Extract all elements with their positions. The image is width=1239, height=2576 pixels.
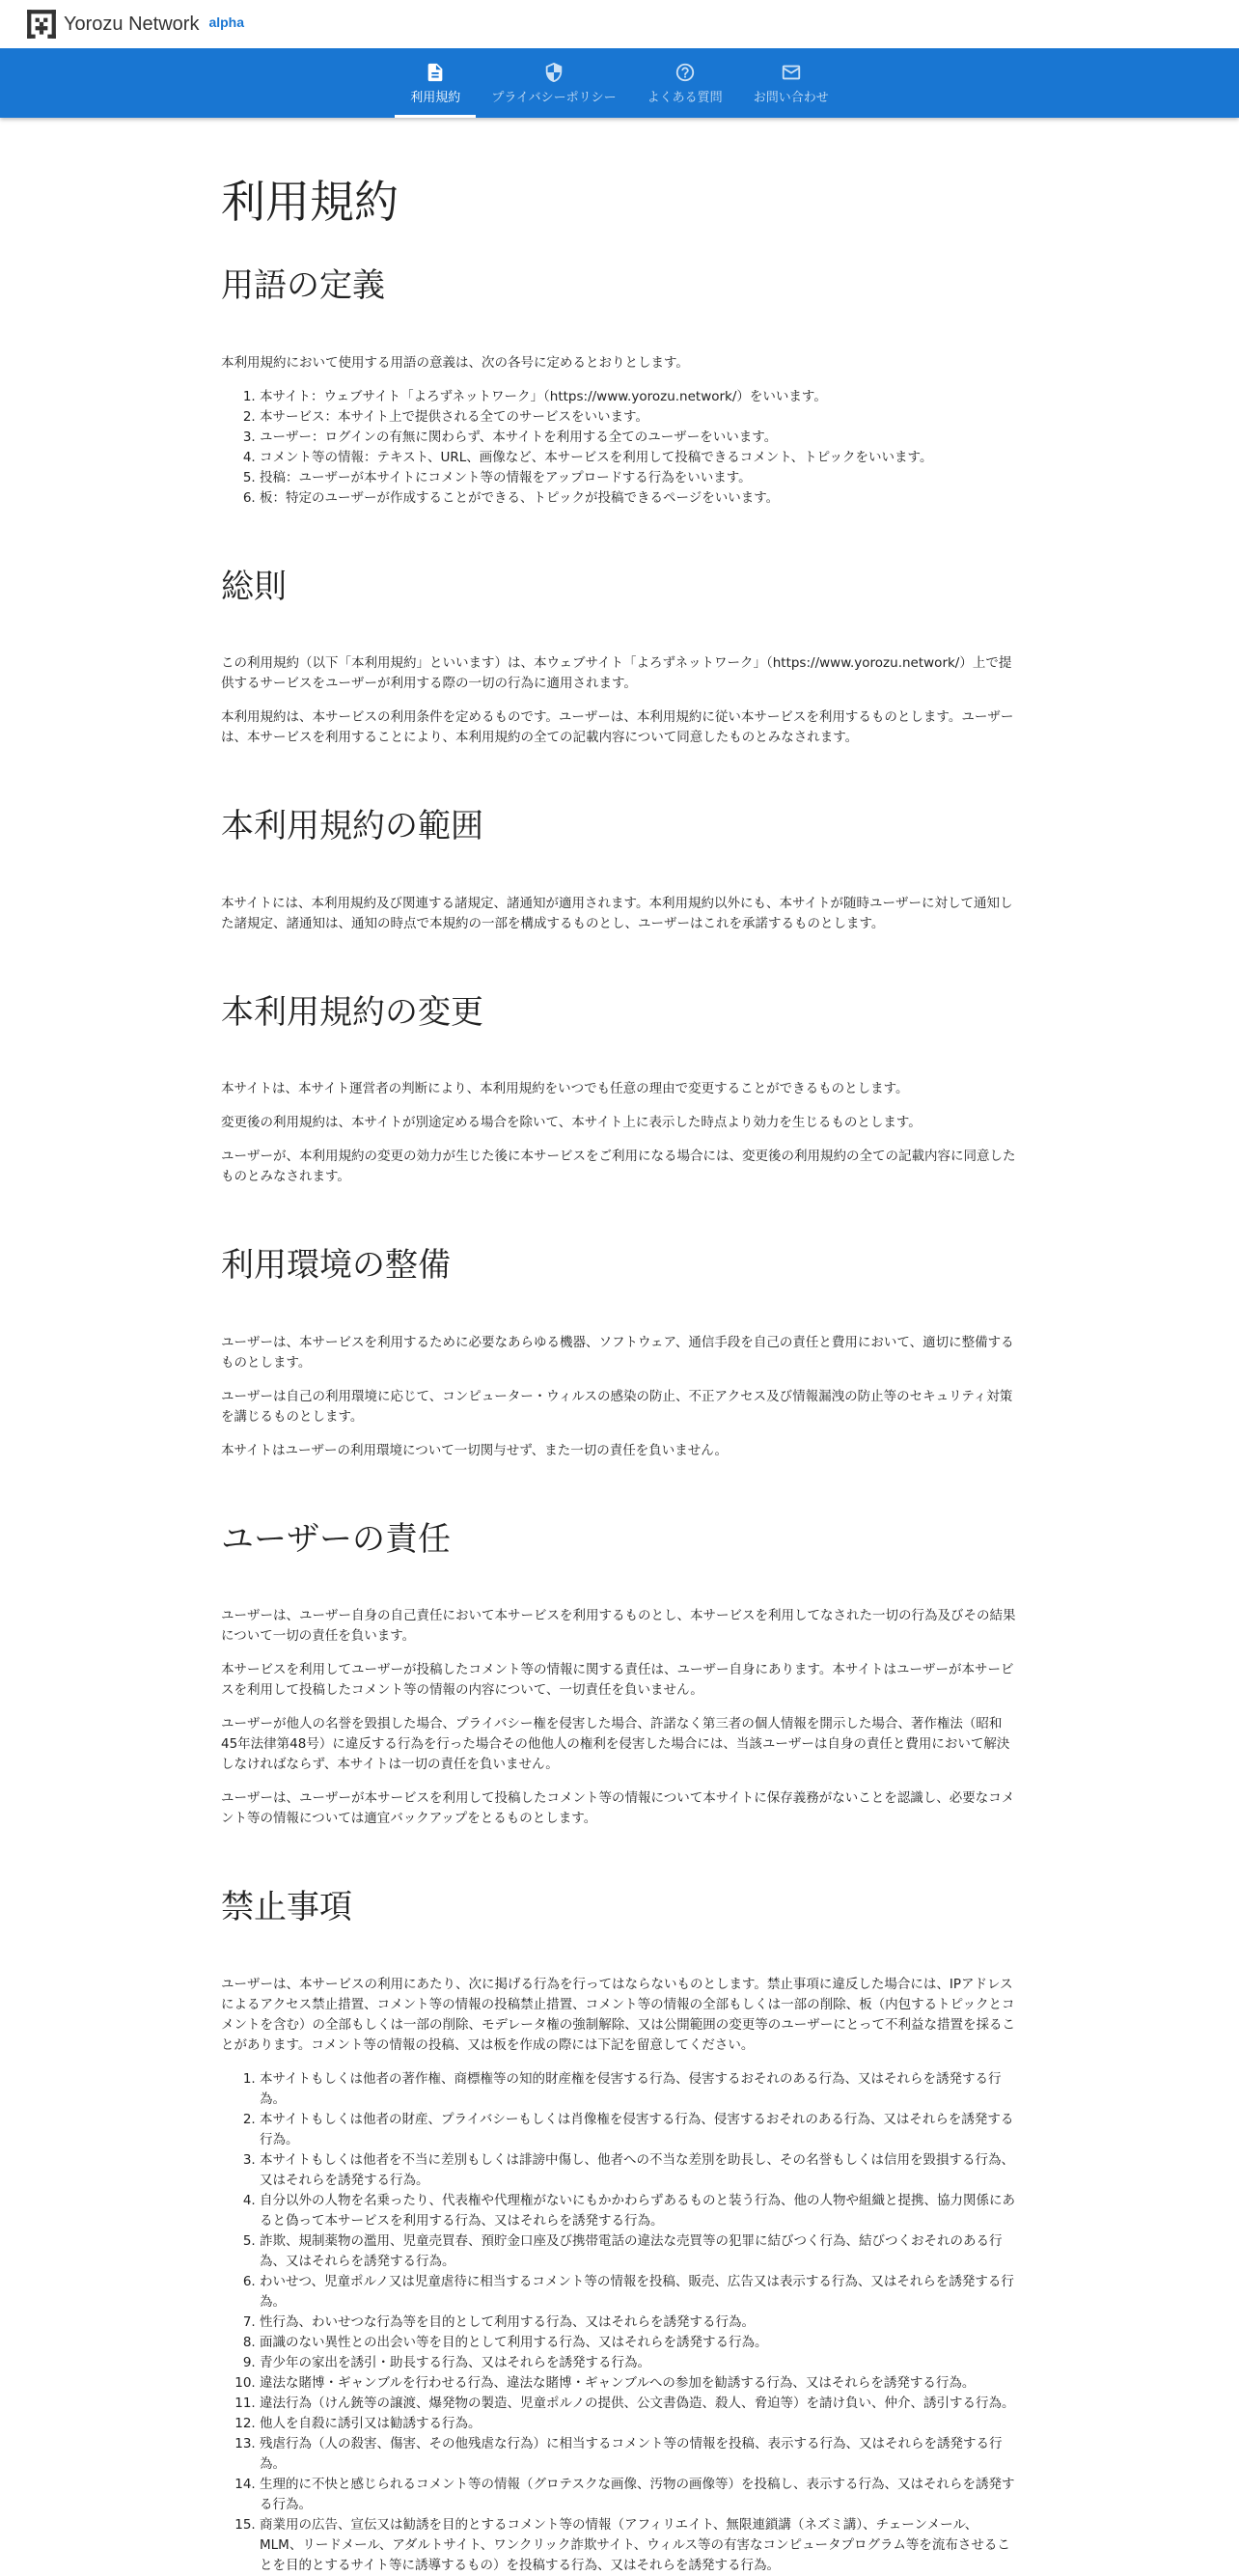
paragraph: 本サイトには、本利用規約及び関連する諸規定、諸通知が適用されます。本利用規約以外にも、本サイトが随時ユーザーに対して通知した諸規定、諸通知は、通知の時点で本規約の一部を構成するものとし、ユーザーはこれを承諾するものとします。 <box>221 895 1013 931</box>
tab-terms[interactable] <box>395 48 476 118</box>
page-title: 利用規約 <box>221 176 399 228</box>
section-heading: 本利用規約の変更 <box>221 992 483 1032</box>
list-item: 13. 残虐行為（人の殺害、傷害、その他残虐な行為）に相当するコメント等の情報を投稿、表示する行為、又はそれらを誘発する行為。 <box>260 2434 1018 2475</box>
list-item: 1. 本サイト：ウェブサイト「よろずネットワーク」（https://www.yorozu.network/）をいいます。 <box>260 387 1018 407</box>
section-heading: 用語の定義 <box>221 266 385 306</box>
list-item: 6. 板：特定のユーザーが作成することができる、トピックが投稿できるページをいいます。 <box>260 488 1018 509</box>
terms-content <box>221 118 1018 2576</box>
section-definitions <box>221 265 1018 509</box>
list-item: 6. わいせつ、児童ポルノ又は児童虐待に相当するコメント等の情報を投稿、販売、広告又は表示する行為、又はそれらを誘発する行為。 <box>260 2272 1018 2313</box>
tab-terms-label: 利用規約 <box>410 90 461 105</box>
paragraph: この利用規約（以下「本利用規約」といいます）は、本ウェブサイト「よろずネットワーク」（https://www.yorozu.network/）上で提供するサービスをユーザーが利用する際の一切の行為に適用されます。 <box>221 655 1012 692</box>
list-item: 1. 本サイトもしくは他者の著作権、商標権等の知的財産権を侵害する行為、侵害するおそれのある行為、又はそれらを誘発する行為。 <box>260 2069 1018 2110</box>
list-item: 4. コメント等の情報：テキスト、URL、画像など、本サービスを利用して投稿できるコメント、トピックをいいます。 <box>260 448 1018 468</box>
paragraph: ユーザーは、本サービスを利用するために必要なあらゆる機器、ソフトウェア、通信手段を自己の責任と費用において、適切に整備するものとします。 <box>221 1334 1014 1371</box>
prohibited-list <box>221 2069 1018 2576</box>
paragraph: ユーザーは自己の利用環境に応じて、コンピューター・ウィルスの感染の防止、不正アクセス及び情報漏洩の防止等のセキュリティ対策を講じるものとします。 <box>221 1388 1013 1425</box>
list-item: 15. 商業用の広告、宣伝又は勧誘を目的とするコメント等の情報（アフィリエイト、無限連鎖講（ネズミ講）、チェーンメール、MLM、リードメール、アダルトサイト、ワンクリック詐欺サイト、ウィルス等の有害なコンピュータプログラム等を流布させることを目的とするサイト等に誘導するもの）を投稿する行為、又はそれらを誘発する行為。 <box>260 2515 1018 2576</box>
list-item: 5. 投稿：ユーザーが本サイトにコメント等の情報をアップロードする行為をいいます。 <box>260 468 1018 488</box>
paragraph: ユーザーが、本利用規約の変更の効力が生じた後に本サービスをご利用になる場合には、変更後の利用規約の全ての記載内容に同意したものとみなされます。 <box>221 1149 1016 1185</box>
list-item: 2. 本サイトもしくは他者の財産、プライバシーもしくは肖像権を侵害する行為、侵害するおそれのある行為、又はそれらを誘発する行為。 <box>260 2110 1018 2150</box>
paragraph: 本サイトはユーザーの利用環境について一切関与せず、また一切の責任を負いません。 <box>221 1442 729 1458</box>
paragraph: 本利用規約において使用する用語の意義は、次の各号に定めるとおりとします。 <box>221 354 689 371</box>
paragraph: 本サイトは、本サイト運営者の判断により、本利用規約をいつでも任意の理由で変更することができるものとします。 <box>221 1081 909 1097</box>
list-item: 7. 性行為、わいせつな行為等を目的として利用する行為、又はそれらを誘発する行為。 <box>260 2313 1018 2333</box>
paragraph: 本サービスを利用してユーザーが投稿したコメント等の情報に関する責任は、ユーザー自身にあります。本サイトはユーザーが本サービスを利用して投稿したコメント等の情報の内容について、一切責任を負いません。 <box>221 1662 1014 1699</box>
alpha-badge: alpha <box>208 14 245 30</box>
paragraph: ユーザーは、ユーザーが本サービスを利用して投稿したコメント等の情報について本サイトに保存義務がないことを認識し、必要なコメント等の情報については適宜バックアップをとるものとします。 <box>221 1790 1015 1827</box>
help-circle-icon <box>675 62 696 83</box>
tab-contact-label: お問い合わせ <box>753 90 829 105</box>
section-heading: 禁止事項 <box>221 1888 352 1927</box>
definitions-list <box>221 387 1018 509</box>
brand-name[interactable]: Yorozu Network <box>64 13 200 35</box>
document-icon <box>425 62 446 83</box>
section-user-responsibility <box>221 1519 1018 1830</box>
paragraph: 本利用規約は、本サービスの利用条件を定めるものです。ユーザーは、本利用規約に従い本サービスを利用するものとします。ユーザーは、本サービスを利用することにより、本利用規約の全ての記載内容について同意したものとみなされます。 <box>221 709 1014 746</box>
paragraph: ユーザーは、ユーザー自身の自己責任において本サービスを利用するものとし、本サービスを利用してなされた一切の行為及びその結果について一切の責任を負います。 <box>221 1608 1016 1645</box>
tab-privacy-label: プライバシーポリシー <box>491 90 617 105</box>
list-item: 9. 青少年の家出を誘引・助長する行為、又はそれらを誘発する行為。 <box>260 2353 1018 2373</box>
section-scope <box>221 806 1018 934</box>
list-item: 3. 本サイトもしくは他者を不当に差別もしくは誹謗中傷し、他者への不当な差別を助長し、その名誉もしくは信用を毀損する行為、又はそれらを誘発する行為。 <box>260 2150 1018 2191</box>
section-prohibited <box>221 1887 1018 2576</box>
top-bar <box>0 0 1239 48</box>
tab-faq[interactable] <box>632 48 738 118</box>
section-heading: 総則 <box>221 567 287 606</box>
tab-contact[interactable] <box>738 48 844 118</box>
paragraph: ユーザーが他人の名誉を毀損した場合、プライバシー権を侵害した場合、許諾なく第三者の個人情報を開示した場合、著作権法（昭和45年法律第48号）に違反する行為を行った場合その他他人の権利を侵害した場合には、当該ユーザーは自身の責任と費用において解決しなければならず、本サイトは一切の責任を負いません。 <box>221 1716 1010 1773</box>
shield-icon <box>543 62 564 83</box>
mail-icon <box>781 62 802 83</box>
list-item: 12. 他人を自殺に誘引又は勧誘する行為。 <box>260 2414 1018 2434</box>
list-item: 3. ユーザー：ログインの有無に関わらず、本サイトを利用する全てのユーザーをいいます。 <box>260 428 1018 448</box>
list-item: 5. 詐欺、規制薬物の濫用、児童売買春、預貯金口座及び携帯電話の違法な売買等の犯罪に結びつく行為、結びつくおそれのある行為、又はそれらを誘発する行為。 <box>260 2231 1018 2272</box>
list-item: 14. 生理的に不快と感じられるコメント等の情報（グロテスクな画像、汚物の画像等）を投稿し、表示する行為、又はそれらを誘発する行為。 <box>260 2475 1018 2515</box>
list-item: 2. 本サービス：本サイト上で提供される全てのサービスをいいます。 <box>260 407 1018 428</box>
section-changes <box>221 992 1018 1188</box>
tab-privacy[interactable] <box>476 48 631 118</box>
section-heading: 利用環境の整備 <box>221 1246 451 1286</box>
section-general <box>221 567 1018 749</box>
list-item: 4. 自分以外の人物を名乗ったり、代表権や代理権がないにもかかわらずあるものと装う行為、他の人物や組織と提携、協力関係にあると偽って本サービスを利用する行為、又はそれらを誘発する行為。 <box>260 2191 1018 2231</box>
yorozu-logo-icon[interactable] <box>25 8 58 41</box>
section-environment <box>221 1245 1018 1461</box>
tab-faq-label: よくある質問 <box>647 90 723 105</box>
paragraph: 変更後の利用規約は、本サイトが別途定める場合を除いて、本サイト上に表示した時点より効力を生じるものとします。 <box>221 1115 922 1131</box>
paragraph: ユーザーは、本サービスの利用にあたり、次に掲げる行為を行ってはならないものとします。禁止事項に違反した場合には、IPアドレスによるアクセス禁止措置、コメント等の情報の投稿禁止措置、コメント等の情報の全部もしくは一部の削除、板（内包するトピックとコメントを含む）の全部もしくは一部の削除、モデレータ権の強制解除、又は公開範囲の変更等のユーザーにとって不利益な措置を採ることがあります。コメント等の情報の投稿、又は板を作成の際には下記を留意してください。 <box>221 1976 1015 2053</box>
list-item: 11. 違法行為（けん銃等の譲渡、爆発物の製造、児童ポルノの提供、公文書偽造、殺人、脅迫等）を請け負い、仲介、誘引する行為。 <box>260 2394 1018 2414</box>
list-item: 8. 面識のない異性との出会い等を目的として利用する行為、又はそれらを誘発する行為。 <box>260 2333 1018 2353</box>
list-item: 10. 違法な賭博・ギャンブルを行わせる行為、違法な賭博・ギャンブルへの参加を勧誘する行為、又はそれらを誘発する行為。 <box>260 2373 1018 2394</box>
section-heading: 本利用規約の範囲 <box>221 807 483 846</box>
main-nav <box>0 48 1239 118</box>
section-heading: ユーザーの責任 <box>221 1519 451 1559</box>
